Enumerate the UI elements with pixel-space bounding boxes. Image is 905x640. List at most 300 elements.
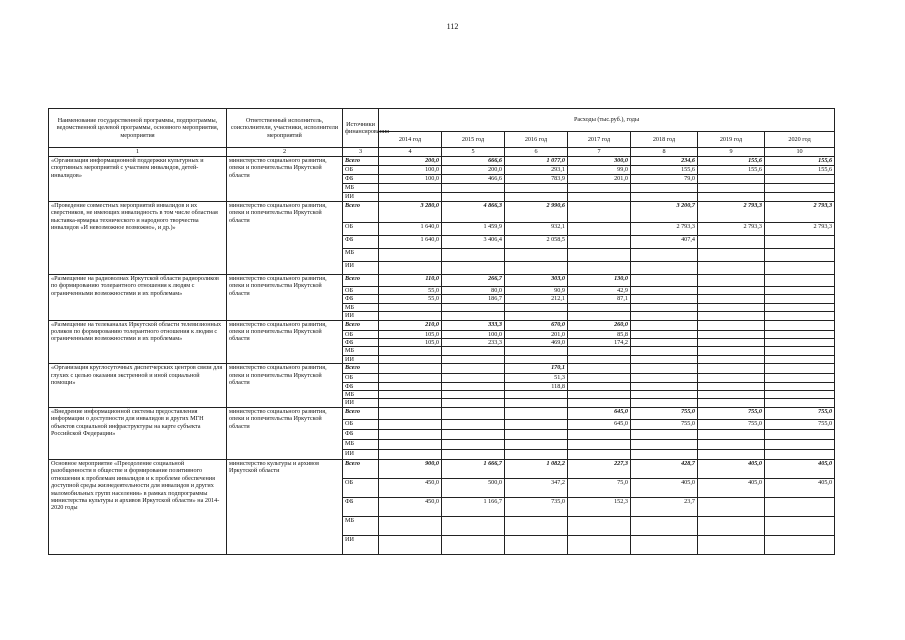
expense-value: [631, 262, 698, 275]
expense-value: 347,2: [505, 478, 568, 497]
table-row: [49, 320, 835, 330]
expense-value: 23,7: [631, 497, 698, 516]
column-number: 6: [505, 148, 568, 157]
funding-source: ИИ: [343, 355, 379, 363]
expense-value: [698, 275, 765, 287]
funding-source: ИИ: [343, 312, 379, 320]
expense-value: [698, 535, 765, 554]
expense-value: 1 082,2: [505, 459, 568, 478]
expense-value: [379, 193, 442, 202]
expense-value: 2 793,3: [631, 223, 698, 236]
funding-source: ОБ: [343, 374, 379, 382]
expense-value: [505, 347, 568, 355]
expense-value: 469,0: [505, 339, 568, 347]
expense-value: [505, 407, 568, 419]
header-name: Наименование государственной программы, подпрограммы, ведомственной целевой программы, основного мероприятия, мероприятия: [49, 109, 227, 148]
expense-value: [698, 287, 765, 295]
expense-value: [698, 391, 765, 399]
expense-value: 670,0: [505, 320, 568, 330]
expense-value: [631, 449, 698, 459]
expense-value: [765, 295, 835, 303]
expense-value: 201,0: [505, 330, 568, 338]
funding-source: МБ: [343, 347, 379, 355]
expense-value: [765, 516, 835, 535]
expense-value: 645,0: [568, 407, 631, 419]
expense-value: [568, 236, 631, 249]
expense-value: [379, 516, 442, 535]
expense-value: 2 793,3: [765, 202, 835, 223]
expense-value: [442, 439, 505, 449]
expense-value: [698, 439, 765, 449]
expense-value: [631, 184, 698, 193]
table-row: [49, 157, 835, 166]
expense-value: [442, 407, 505, 419]
funding-source: ФБ: [343, 382, 379, 390]
expense-value: [568, 223, 631, 236]
expense-value: [698, 429, 765, 439]
expense-value: [631, 347, 698, 355]
expense-value: 87,1: [568, 295, 631, 303]
funding-source: ФБ: [343, 295, 379, 303]
expense-value: [505, 391, 568, 399]
expense-value: [442, 419, 505, 429]
table-row: [49, 407, 835, 419]
table-row: [49, 202, 835, 223]
expense-value: [379, 262, 442, 275]
expense-value: [442, 374, 505, 382]
funding-source: Всего: [343, 202, 379, 223]
expense-value: [568, 312, 631, 320]
expense-value: [379, 249, 442, 262]
expense-value: [631, 249, 698, 262]
expense-value: [379, 399, 442, 407]
expense-value: 1 166,7: [442, 497, 505, 516]
page-number: 112: [446, 22, 459, 31]
expense-value: 99,0: [568, 166, 631, 175]
expense-value: [765, 391, 835, 399]
expense-value: [765, 275, 835, 287]
expense-value: 405,0: [631, 478, 698, 497]
funding-source: МБ: [343, 516, 379, 535]
header-year: 2015 год: [442, 132, 505, 148]
expense-value: [442, 249, 505, 262]
executor: министерство социального развития, опеки и попечительства Иркутской области: [227, 364, 343, 408]
executor: министерство социального развития, опеки и попечительства Иркутской области: [227, 407, 343, 459]
expense-value: [698, 449, 765, 459]
expense-value: 900,0: [379, 459, 442, 478]
expense-value: 234,6: [631, 157, 698, 166]
expense-value: [765, 399, 835, 407]
column-number: 9: [698, 148, 765, 157]
expense-value: 1 640,0: [379, 223, 442, 236]
expense-value: [765, 355, 835, 363]
expense-value: [442, 303, 505, 311]
funding-source: Всего: [343, 364, 379, 374]
expense-value: [568, 364, 631, 374]
expense-value: [505, 399, 568, 407]
expense-value: [568, 374, 631, 382]
funding-source: МБ: [343, 303, 379, 311]
expense-value: [379, 312, 442, 320]
expense-value: 201,0: [568, 175, 631, 184]
expense-value: [698, 516, 765, 535]
expense-value: 260,0: [568, 320, 631, 330]
expense-value: 200,0: [379, 157, 442, 166]
expense-value: [698, 249, 765, 262]
expense-value: 1 459,9: [442, 223, 505, 236]
expense-value: [698, 497, 765, 516]
expense-value: [765, 429, 835, 439]
column-number: 1: [49, 148, 227, 157]
expense-value: [379, 355, 442, 363]
expense-value: [568, 439, 631, 449]
funding-source: ОБ: [343, 330, 379, 338]
expense-value: [568, 429, 631, 439]
expense-value: 755,0: [765, 419, 835, 429]
expense-value: [631, 275, 698, 287]
expense-value: 2 793,3: [698, 223, 765, 236]
funding-source: ФБ: [343, 236, 379, 249]
expense-value: [765, 535, 835, 554]
expense-value: [442, 516, 505, 535]
activity-name: «Проведение совместных мероприятий инвалидов и их сверстников, не имеющих инвалидность в том числе областная выставка-ярмарка технического и народного творчества инвалидов «И невозможное возможно», и др.)»: [49, 202, 227, 275]
expense-value: 755,0: [698, 419, 765, 429]
expense-value: [505, 535, 568, 554]
expense-value: [379, 439, 442, 449]
expense-value: 2 058,5: [505, 236, 568, 249]
expense-value: 155,6: [765, 166, 835, 175]
expense-value: [631, 364, 698, 374]
expense-value: [631, 303, 698, 311]
expense-value: 2 990,6: [505, 202, 568, 223]
expense-value: [505, 262, 568, 275]
expense-value: [765, 287, 835, 295]
expense-value: [765, 497, 835, 516]
funding-source: Всего: [343, 320, 379, 330]
funding-source: ФБ: [343, 497, 379, 516]
expense-value: [698, 184, 765, 193]
table-row: [49, 459, 835, 478]
funding-source: ФБ: [343, 175, 379, 184]
expense-value: 666,6: [442, 157, 505, 166]
expense-value: 130,0: [568, 275, 631, 287]
expense-value: [765, 193, 835, 202]
expense-value: 155,6: [765, 157, 835, 166]
funding-source: ИИ: [343, 535, 379, 554]
expense-value: 227,3: [568, 459, 631, 478]
expense-value: [698, 312, 765, 320]
funding-source: Всего: [343, 407, 379, 419]
expense-value: [379, 407, 442, 419]
expense-value: [568, 391, 631, 399]
funding-source: ОБ: [343, 287, 379, 295]
expense-value: [568, 382, 631, 390]
expense-value: 100,0: [442, 330, 505, 338]
executor: министерство социального развития, опеки и попечительства Иркутской области: [227, 320, 343, 364]
expense-value: [631, 399, 698, 407]
column-number: 2: [227, 148, 343, 157]
executor: министерство социального развития, опеки и попечительства Иркутской области: [227, 202, 343, 275]
header-source: Источники финансирования: [343, 109, 379, 148]
expense-value: [505, 439, 568, 449]
expense-value: [442, 347, 505, 355]
expense-value: 118,8: [505, 382, 568, 390]
expense-value: [505, 419, 568, 429]
expense-value: [442, 193, 505, 202]
expense-value: 3 200,7: [631, 202, 698, 223]
header-year: 2019 год: [698, 132, 765, 148]
expense-value: [765, 175, 835, 184]
activity-name: «Организация круглосуточных диспетчерских центров связи для глухих с целью оказания экстренной и иной социальной помощи»: [49, 364, 227, 408]
funding-source: МБ: [343, 391, 379, 399]
expense-value: [765, 262, 835, 275]
expense-value: [765, 312, 835, 320]
expense-value: 293,1: [505, 166, 568, 175]
funding-source: МБ: [343, 249, 379, 262]
expense-value: [765, 330, 835, 338]
expense-value: [631, 193, 698, 202]
expense-value: [505, 193, 568, 202]
expense-value: [505, 516, 568, 535]
expense-value: [442, 399, 505, 407]
expense-value: [631, 355, 698, 363]
expense-value: [765, 449, 835, 459]
expense-value: [698, 399, 765, 407]
expense-value: [379, 449, 442, 459]
expense-value: 186,7: [442, 295, 505, 303]
column-number: 7: [568, 148, 631, 157]
expense-value: 333,3: [442, 320, 505, 330]
expense-value: [698, 175, 765, 184]
expense-value: 932,1: [505, 223, 568, 236]
expense-value: 645,0: [568, 419, 631, 429]
expense-value: [442, 262, 505, 275]
expense-value: [568, 535, 631, 554]
funding-source: ОБ: [343, 223, 379, 236]
funding-source: ФБ: [343, 339, 379, 347]
expense-value: [442, 391, 505, 399]
expense-value: 233,3: [442, 339, 505, 347]
expense-value: 80,0: [442, 287, 505, 295]
expense-value: [568, 202, 631, 223]
header-year: 2016 год: [505, 132, 568, 148]
expense-value: [442, 312, 505, 320]
column-number: 5: [442, 148, 505, 157]
expense-value: [698, 339, 765, 347]
expense-value: [379, 347, 442, 355]
expense-value: [631, 295, 698, 303]
expense-value: [765, 382, 835, 390]
expense-value: [631, 382, 698, 390]
header-year: 2020 год: [765, 132, 835, 148]
column-number: 3: [343, 148, 379, 157]
expense-value: 212,1: [505, 295, 568, 303]
expenses-table: [48, 108, 835, 555]
expense-value: [505, 249, 568, 262]
expense-value: 110,0: [379, 275, 442, 287]
column-number: 4: [379, 148, 442, 157]
table-row: [49, 364, 835, 374]
expense-value: [765, 249, 835, 262]
expense-value: 79,0: [631, 175, 698, 184]
expense-value: [568, 516, 631, 535]
expense-value: [568, 249, 631, 262]
funding-source: ОБ: [343, 419, 379, 429]
expense-value: 85,8: [568, 330, 631, 338]
expense-value: [631, 429, 698, 439]
executor: министерство социального развития, опеки и попечительства Иркутской области: [227, 275, 343, 321]
expense-value: 405,0: [698, 478, 765, 497]
expense-value: 783,9: [505, 175, 568, 184]
expense-value: 300,0: [568, 157, 631, 166]
expense-value: 755,0: [765, 407, 835, 419]
expense-value: [698, 320, 765, 330]
expense-value: 210,0: [379, 320, 442, 330]
expense-value: [765, 347, 835, 355]
expense-value: 466,6: [442, 175, 505, 184]
funding-source: ИИ: [343, 449, 379, 459]
column-number: 10: [765, 148, 835, 157]
header-expenses: Расходы (тыс.руб.), годы: [379, 109, 835, 132]
funding-source: МБ: [343, 439, 379, 449]
expense-value: [379, 303, 442, 311]
expense-value: [379, 535, 442, 554]
header-year: 2017 год: [568, 132, 631, 148]
expense-value: [505, 449, 568, 459]
expense-value: 51,3: [505, 374, 568, 382]
expense-value: 170,1: [505, 364, 568, 374]
expense-value: [765, 236, 835, 249]
activity-name: Основное мероприятие «Преодоление социальной разобщенности в обществе и формирование позитивного отношения к проблемам инвалидов и к проблеме обеспечения доступной среды жизнедеятельности для инвалидов и других маломобильных групп населения» в рамках подпрограммы министерства культуры и архивов Иркутской области» на 2014-2020 годы: [49, 459, 227, 554]
expense-value: [568, 303, 631, 311]
expense-value: [631, 516, 698, 535]
expense-value: 450,0: [379, 478, 442, 497]
header-executor: Ответственный исполнитель, соисполнители, участники, исполнители мероприятий: [227, 109, 343, 148]
expense-value: 755,0: [698, 407, 765, 419]
expense-value: 405,0: [765, 459, 835, 478]
expense-value: [631, 320, 698, 330]
activity-name: «Размещение на радиоволнах Иркутской области радиороликов по формированию толерантного отношения к людям с ограниченными возможностями и их проблемам»: [49, 275, 227, 321]
expense-value: [631, 535, 698, 554]
funding-source: Всего: [343, 157, 379, 166]
expense-value: 405,0: [698, 459, 765, 478]
expense-value: 200,0: [442, 166, 505, 175]
expense-value: [631, 330, 698, 338]
executor: министерство культуры и архивов Иркутской области: [227, 459, 343, 554]
expense-value: [379, 391, 442, 399]
expense-value: 405,0: [765, 478, 835, 497]
expense-value: 155,6: [698, 166, 765, 175]
expense-value: 105,0: [379, 339, 442, 347]
expense-value: [765, 303, 835, 311]
expense-value: 1 666,7: [442, 459, 505, 478]
column-number: 8: [631, 148, 698, 157]
expense-value: [505, 184, 568, 193]
expense-value: [505, 312, 568, 320]
expense-value: [568, 347, 631, 355]
expense-value: 2 793,3: [698, 202, 765, 223]
funding-source: ФБ: [343, 429, 379, 439]
expense-value: 500,0: [442, 478, 505, 497]
expense-value: [379, 382, 442, 390]
funding-source: МБ: [343, 184, 379, 193]
funding-source: ОБ: [343, 166, 379, 175]
expense-value: [442, 184, 505, 193]
expense-value: 303,0: [505, 275, 568, 287]
expense-value: [698, 303, 765, 311]
expense-value: [698, 374, 765, 382]
expense-value: 755,0: [631, 407, 698, 419]
expense-value: [568, 193, 631, 202]
table-row: [49, 275, 835, 287]
funding-source: ИИ: [343, 262, 379, 275]
expense-value: [442, 382, 505, 390]
activity-name: «Внедрение информационной системы предоставления информации о доступности для инвалидов и других МГН объектов социальной инфраструктуры на карте субъекта Российской Федерации»: [49, 407, 227, 459]
activity-name: «Размещение на телеканалах Иркутской области телевизионных роликов по формированию толерантного отношения к людям с ограниченными возможностями и их проблемам»: [49, 320, 227, 364]
expense-value: 152,3: [568, 497, 631, 516]
expense-value: 3 280,0: [379, 202, 442, 223]
expense-value: [631, 339, 698, 347]
expense-value: 155,6: [698, 157, 765, 166]
expense-value: [379, 364, 442, 374]
expense-value: 407,4: [631, 236, 698, 249]
executor: министерство социального развития, опеки и попечительства Иркутской области: [227, 157, 343, 202]
funding-source: ИИ: [343, 399, 379, 407]
expense-value: [568, 399, 631, 407]
expense-value: 90,9: [505, 287, 568, 295]
expense-value: [765, 184, 835, 193]
expense-value: 100,0: [379, 175, 442, 184]
expense-value: [698, 355, 765, 363]
expense-value: [698, 364, 765, 374]
expense-value: [442, 535, 505, 554]
expense-value: [379, 184, 442, 193]
expense-value: [698, 295, 765, 303]
expense-value: 4 866,3: [442, 202, 505, 223]
expense-value: 2 793,3: [765, 223, 835, 236]
expense-value: [568, 355, 631, 363]
expense-value: [442, 449, 505, 459]
funding-source: Всего: [343, 275, 379, 287]
expense-value: 3 406,4: [442, 236, 505, 249]
expense-value: [765, 374, 835, 382]
funding-source: ИИ: [343, 193, 379, 202]
expense-value: 155,6: [631, 166, 698, 175]
expense-value: [568, 184, 631, 193]
expense-value: [698, 236, 765, 249]
expense-value: 735,0: [505, 497, 568, 516]
expense-value: [631, 287, 698, 295]
expense-value: [379, 429, 442, 439]
expense-value: 755,0: [631, 419, 698, 429]
expense-value: 105,0: [379, 330, 442, 338]
expense-value: [442, 429, 505, 439]
expense-value: [698, 347, 765, 355]
expense-value: 100,0: [379, 166, 442, 175]
expense-value: [698, 330, 765, 338]
expense-value: [631, 439, 698, 449]
expense-value: [765, 364, 835, 374]
expense-value: [631, 374, 698, 382]
expense-value: [568, 262, 631, 275]
expense-value: [379, 419, 442, 429]
expense-value: 266,7: [442, 275, 505, 287]
expense-value: [765, 320, 835, 330]
expense-value: [698, 193, 765, 202]
expense-value: [442, 364, 505, 374]
expense-value: 1 640,0: [379, 236, 442, 249]
activity-name: «Организация информационной поддержки культурных и спортивных мероприятий с участием инвалидов, детей-инвалидов»: [49, 157, 227, 202]
